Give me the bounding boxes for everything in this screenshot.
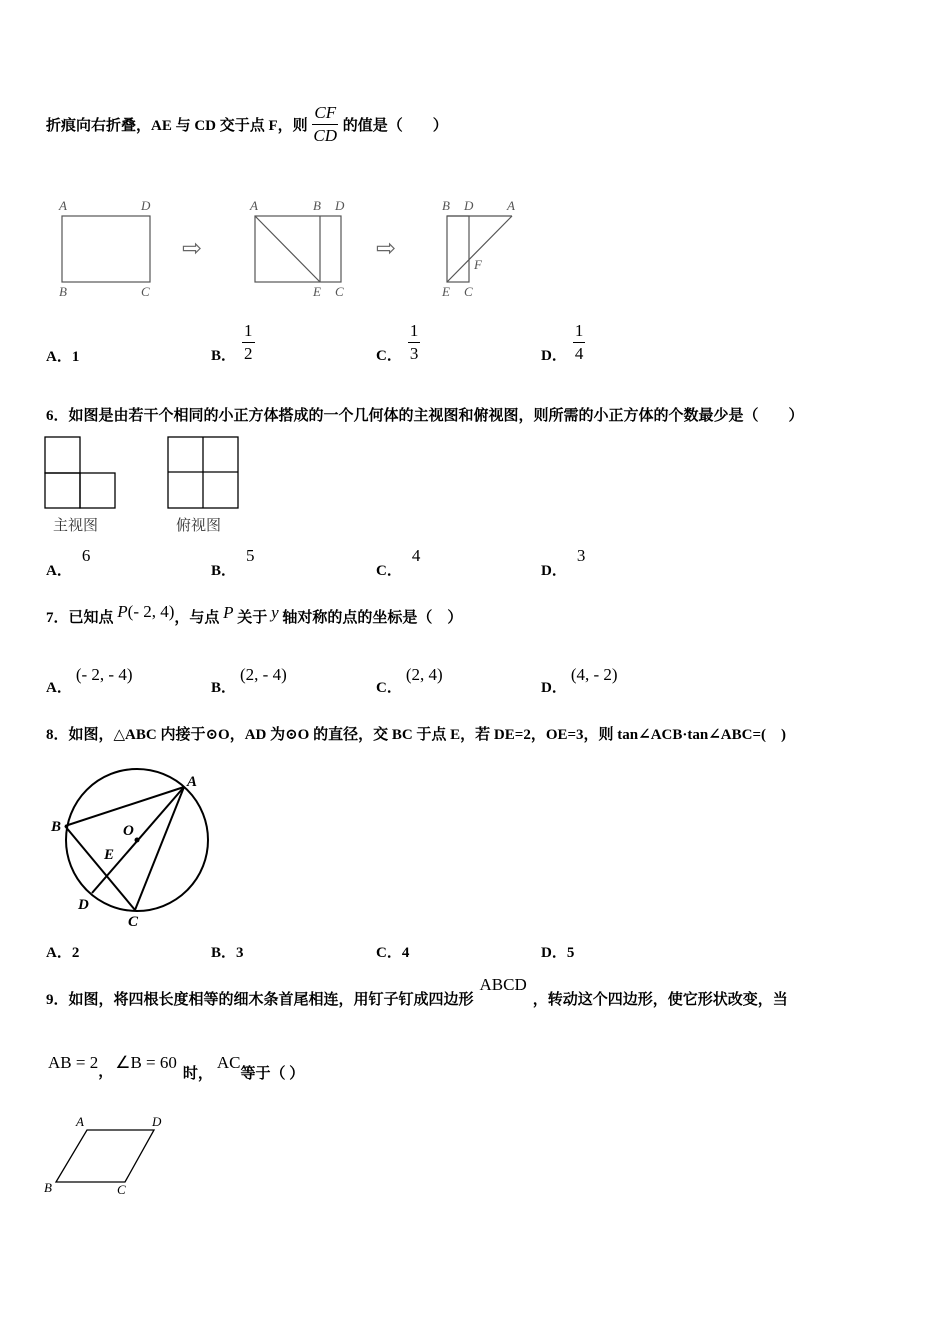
q5-stem-tail: 的值是（ ） — [339, 118, 448, 134]
q7-stem-text: 7．已知点 — [46, 610, 118, 626]
option-fraction — [408, 321, 421, 364]
option-letter: A． — [46, 349, 72, 365]
label-a: A — [250, 198, 258, 213]
label-a: A — [187, 774, 198, 790]
q9-stem-line1 — [46, 974, 788, 1008]
option-letter: D． — [541, 348, 567, 364]
caption-top-view: 俯视图 — [176, 516, 222, 534]
q7-option-d[interactable] — [541, 664, 618, 696]
caption-front-view: 主视图 — [53, 516, 99, 534]
label-b: B — [51, 819, 62, 835]
q7-point-p: P — [117, 602, 128, 621]
label-f: F — [474, 257, 482, 272]
option-value: (2, 4) — [405, 665, 443, 684]
q9-stem-text: ，转动这个四边形，使它形状改变，当 — [532, 992, 788, 1008]
option-value: 1 — [71, 349, 80, 365]
q7-option-b[interactable] — [211, 664, 287, 696]
label-c: C — [141, 284, 150, 299]
q9-condition-angle-b: ∠B = 60 — [115, 1053, 177, 1072]
label-e: E — [104, 847, 115, 863]
q7-point-p: P — [223, 603, 234, 622]
label-a: A — [507, 198, 515, 213]
q6-option-a[interactable] — [46, 545, 91, 579]
option-value: (4, - 2) — [570, 665, 618, 684]
rectangle-abcd — [62, 216, 150, 282]
q6-option-c[interactable] — [376, 545, 421, 579]
q9-target-ac: AC — [216, 1053, 241, 1072]
right-arrow-icon: ⇨ — [376, 236, 397, 262]
folded-diagonal-ae — [447, 216, 512, 282]
front-view-bottom-left-square — [45, 473, 80, 508]
fraction-denominator: 2 — [244, 344, 253, 363]
option-letter: D． — [541, 680, 567, 696]
q8-option-d[interactable] — [541, 941, 574, 962]
label-e: E — [313, 284, 321, 299]
q6-views-figure — [40, 432, 250, 514]
fraction-denominator: 3 — [409, 344, 419, 363]
q9-stem-text: 9．如图，将四根长度相等的细木条首尾相连，用钉子钉成四边形 — [46, 992, 474, 1008]
option-letter: C． — [376, 680, 402, 696]
fraction-numerator: 1 — [242, 321, 255, 343]
q5-option-b[interactable] — [211, 320, 255, 365]
fraction-numerator: 1 — [573, 321, 586, 343]
q9-rhombus-figure — [40, 1110, 175, 1200]
q6-stem: 6．如图是由若干个相同的小正方体搭成的一个几何体的主视图和俯视图，则所需的小正方体的个数最少是（ ） — [46, 408, 804, 424]
option-fraction — [242, 321, 255, 364]
label-e: E — [442, 284, 450, 299]
option-value: 5 — [246, 546, 255, 565]
label-o: O — [123, 823, 134, 839]
q7-axis-y: y — [271, 603, 279, 622]
label-c: C — [117, 1182, 126, 1197]
option-letter: A． — [46, 563, 72, 579]
q5-option-c[interactable] — [376, 320, 420, 365]
option-letter: B． — [211, 348, 237, 364]
label-b: B — [44, 1180, 52, 1195]
q5-fraction — [311, 103, 339, 146]
q6-option-d[interactable] — [541, 545, 586, 579]
label-c: C — [128, 914, 139, 930]
q7-stem-text: 轴对称的点的坐标是（ ） — [278, 610, 463, 626]
option-value: (2, - 4) — [240, 665, 287, 684]
q9-stem-text: 等于（ ） — [240, 1066, 305, 1082]
center-point-o — [135, 838, 140, 843]
fold-diagonal-ae — [255, 216, 320, 282]
q6-option-b[interactable] — [211, 545, 255, 579]
q7-stem-text: ，与点 — [174, 610, 224, 626]
label-a: A — [76, 1114, 84, 1129]
q5-option-d[interactable] — [541, 320, 585, 365]
q8-option-b[interactable] — [211, 941, 244, 962]
rhombus-abcd — [56, 1130, 154, 1182]
q8-circle-figure — [40, 760, 230, 935]
option-value: 5 — [566, 945, 575, 961]
label-c: C — [464, 284, 473, 299]
option-letter: B． — [211, 945, 237, 961]
right-arrow-icon: ⇨ — [182, 236, 203, 262]
option-letter: B． — [211, 680, 237, 696]
label-d: D — [152, 1114, 162, 1129]
q8-option-c[interactable] — [376, 941, 409, 962]
q7-stem-text: 关于 — [233, 610, 272, 626]
option-letter: A． — [46, 680, 72, 696]
fold-step-rect — [255, 216, 341, 282]
folded-strip — [447, 216, 469, 282]
option-value: 6 — [81, 546, 91, 565]
segment-ac — [135, 787, 184, 910]
label-b: B — [313, 198, 321, 213]
option-value: 3 — [576, 546, 586, 565]
q5-stem-text: 折痕向右折叠，AE 与 CD 交于点 F，则 — [46, 118, 312, 134]
q7-option-c[interactable] — [376, 664, 443, 696]
fraction-denominator: CD — [313, 126, 338, 145]
q9-condition-ab: AB = 2 — [48, 1053, 99, 1072]
front-view-top-square — [45, 437, 80, 473]
label-d: D — [141, 198, 151, 213]
q9-separator: ， — [98, 1064, 114, 1080]
q5-folding-figure — [40, 190, 540, 305]
label-c: C — [335, 284, 344, 299]
fraction-numerator: 1 — [408, 321, 421, 343]
fraction-denominator: 4 — [574, 344, 584, 363]
option-letter: A． — [46, 945, 72, 961]
front-view-bottom-right-square — [80, 473, 115, 508]
option-fraction — [573, 321, 586, 364]
option-value: 4 — [411, 546, 421, 565]
label-d: D — [335, 198, 345, 213]
label-d: D — [78, 897, 89, 913]
option-value: 3 — [236, 945, 244, 961]
q7-coordinates: (- 2, 4) — [127, 602, 175, 621]
option-letter: B． — [211, 563, 237, 579]
fraction-numerator: CF — [312, 103, 338, 125]
option-value: (- 2, - 4) — [75, 665, 133, 684]
q5-stem — [46, 103, 448, 146]
label-d: D — [464, 198, 474, 213]
label-b: B — [59, 284, 67, 299]
option-letter: C． — [376, 563, 402, 579]
q7-stem — [46, 602, 463, 627]
option-letter: C． — [376, 945, 402, 961]
q5-option-a[interactable] — [46, 345, 79, 366]
option-letter: D． — [541, 563, 567, 579]
q9-shape-abcd: ABCD — [479, 975, 527, 994]
q8-stem: 8．如图，△ABC 内接于⊙O，AD 为⊙O 的直径，交 BC 于点 E，若 DE=2，OE=3，则 tan∠ACB·tan∠ABC=( ) — [46, 727, 786, 743]
option-letter: C． — [376, 348, 402, 364]
q8-option-a[interactable] — [46, 941, 79, 962]
option-value: 4 — [401, 945, 410, 961]
q9-stem-text: 时， — [182, 1066, 213, 1082]
option-value: 2 — [71, 945, 80, 961]
label-a: A — [59, 198, 67, 213]
q7-option-a[interactable] — [46, 664, 133, 696]
label-b: B — [442, 198, 450, 213]
q9-stem-line2 — [48, 1052, 305, 1082]
option-letter: D． — [541, 945, 567, 961]
